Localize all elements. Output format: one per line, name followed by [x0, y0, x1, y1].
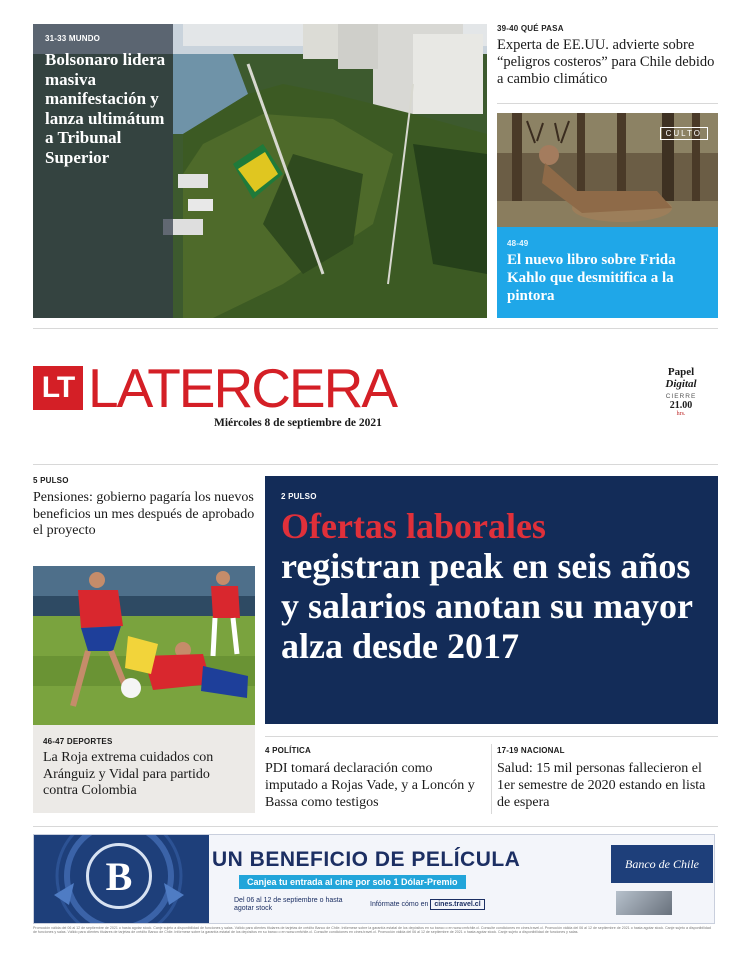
edition-unit: hrs.: [676, 411, 686, 417]
masthead-title[interactable]: LATERCERA: [88, 357, 396, 419]
ad-logo-area: [34, 835, 209, 924]
top-story-overlay: [33, 24, 173, 318]
ad-dates: Del 06 al 12 de septiembre o hasta agotar stock: [234, 897, 343, 912]
ad-logo-letter: B: [86, 843, 152, 909]
bottom-story-1-headline[interactable]: PDI tomará declaración como imputado a Rojas Vade, y a Loncón y Bassa como testigos: [265, 761, 475, 810]
ad-title: UN BENEFICIO DE PELÍCULA: [212, 848, 521, 871]
main-story-box[interactable]: [265, 476, 718, 724]
right-story-1-kicker: 39-40 QUÉ PASA: [497, 24, 564, 33]
frida-story-box[interactable]: [497, 227, 718, 318]
bottom-story-2-kicker: 17-19 NACIONAL: [497, 746, 565, 755]
masthead-logo-box[interactable]: [33, 366, 83, 410]
masthead-date: Miércoles 8 de septiembre de 2021: [214, 417, 382, 429]
main-story-headline-highlight[interactable]: Ofertas laborales: [281, 506, 546, 546]
left-story-1-kicker: 5 PULSO: [33, 476, 69, 485]
football-match-illustration: [33, 566, 255, 725]
edition-info: [656, 366, 706, 417]
ad-info-url[interactable]: cines.travel.cl: [430, 899, 484, 910]
divider: [33, 328, 718, 329]
bottom-story-2-headline[interactable]: Salud: 15 mil personas fallecieron el 1er semestre de 2020 estando en lista de espera: [497, 761, 706, 810]
ad-info-label: Infórmate cómo en: [370, 901, 429, 908]
sports-story-headline[interactable]: La Roja extrema cuidados con Aránguiz y Vidal para partido contra Colombia: [43, 750, 214, 798]
edition-time: 21.00: [669, 400, 693, 411]
sports-story-box[interactable]: [33, 725, 255, 813]
bottom-story-1-kicker: 4 POLÍTICA: [265, 746, 312, 755]
top-story-headline[interactable]: Bolsonaro lidera masiva manifestación y lanza ultimátum a Tribunal Superior: [45, 50, 166, 167]
divider: [265, 736, 718, 737]
frida-photo[interactable]: [497, 113, 718, 227]
right-story-2-headline[interactable]: El nuevo libro sobre Frida Kahlo que desmitifica a la pintora: [507, 252, 676, 304]
top-story-photo[interactable]: [33, 24, 487, 318]
ad-bank-logo: Banco de Chile: [611, 845, 713, 883]
edition-line2: Digital: [665, 378, 697, 390]
right-story-2-kicker: 48-49: [507, 239, 529, 248]
ad-info: [370, 901, 485, 908]
ad-banner[interactable]: [33, 834, 715, 924]
ad-subtitle: Canjea tu entrada al cine por solo 1 Dólar-Premio: [239, 875, 466, 889]
edition-line1: Papel: [667, 366, 695, 378]
main-story-kicker: 2 PULSO: [281, 492, 317, 501]
divider: [33, 826, 718, 827]
left-story-1-headline[interactable]: Pensiones: gobierno pagaría los nuevos beneficios un mes después de aprobado el proyecto: [33, 490, 255, 538]
top-story-kicker: 31-33 MUNDO: [45, 34, 101, 43]
right-story-1-headline[interactable]: Experta de EE.UU. advierte sobre “peligros costeros” para Chile debido a cambio climático: [497, 37, 715, 87]
ad-card-image: [616, 891, 672, 915]
masthead-logo-abbr: LT: [41, 371, 75, 404]
sports-story-kicker: 46-47 DEPORTES: [43, 737, 113, 746]
main-story-headline[interactable]: registran peak en seis años y salarios anotan su mayor alza desde 2017: [281, 546, 693, 666]
edition-cierre: CIERRE: [665, 393, 697, 400]
column-divider: [491, 744, 492, 814]
culto-badge: CULTO: [660, 127, 708, 140]
ad-legal-text: Promoción válida del 06 al 12 de septiembre de 2021 o hasta agotar stock. Canje sujeto a disponibilidad de funciones y salas. Válido para clientes titulares de tarjetas de crédito Banco de Chile. Infórmese sobre la garantía estatal de los depósitos en su banco o en www.cmfchile.cl. Consulte condiciones en cines.travel.cl. Promoción válida del 06 al 12 de septiembre de 2021 o hasta agotar stock. Canje sujeto a disponibilidad de funciones y salas. Válido para clientes titulares de tarjetas de crédito Banco de Chile. Infórmese sobre la garantía estatal de los depósitos en su banco o en www.cmfchile.cl. Consulte condiciones en cines.travel.cl. Promoción válida del 06 al 12 de septiembre de 2021 o hasta agotar stock. Canje sujeto a disponibilidad de funciones y salas.: [33, 926, 711, 935]
divider: [497, 103, 718, 104]
football-photo[interactable]: [33, 566, 255, 725]
divider: [33, 464, 718, 465]
